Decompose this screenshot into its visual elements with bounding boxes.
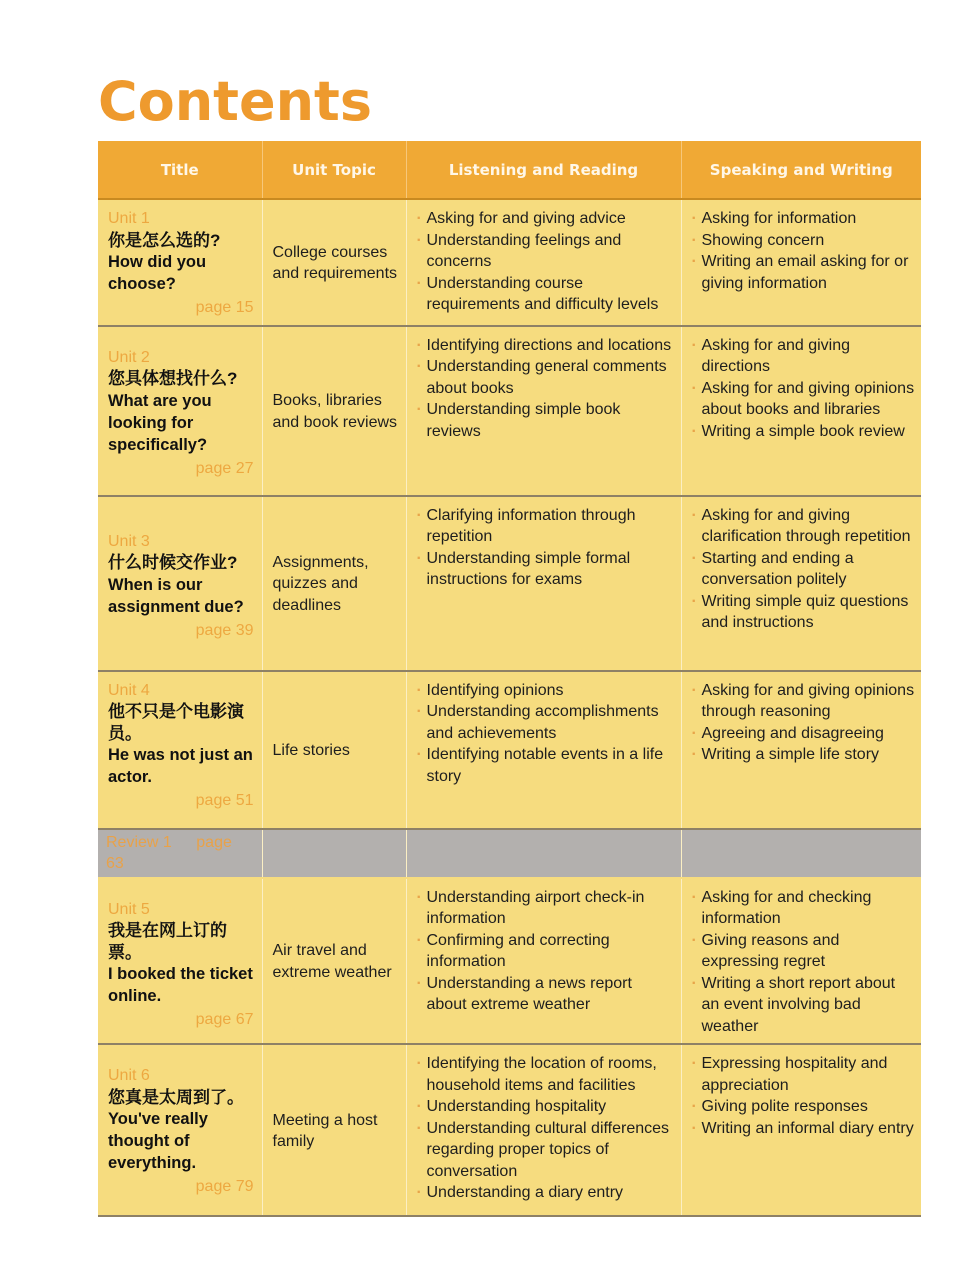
english-title: When is our assignment due? [108, 575, 244, 616]
list-item: · Asking for and giving directions [692, 335, 916, 378]
english-title: He was not just an actor. [108, 746, 253, 786]
list-item: · Understanding a news report about extreme weather [417, 973, 675, 1016]
list-item: · Understanding hospitality [417, 1096, 675, 1118]
list-item: · Understanding cultural differences regarding proper topics of conversation [417, 1118, 675, 1183]
list-item: · Identifying opinions [417, 680, 675, 702]
speaking-cell [681, 1044, 921, 1216]
list-item: · Asking for and giving advice [417, 208, 675, 230]
unit-topic: Air travel and extreme weather [262, 878, 406, 1045]
speaking-cell [681, 199, 921, 326]
list-item: · Asking for and giving opinions through reasoning [692, 680, 916, 723]
unit-row[interactable] [98, 878, 921, 1045]
unit-label: Unit 2 [108, 348, 150, 366]
list-item: · Asking for and checking information [692, 887, 916, 930]
title-cell [98, 878, 262, 1045]
review-label: Review 1 [106, 833, 172, 851]
unit-row[interactable] [98, 199, 921, 326]
review-page-link[interactable]: page 63 [106, 833, 232, 872]
unit-topic: Assignments, quizzes and deadlines [262, 496, 406, 671]
unit-label: Unit 3 [108, 532, 150, 550]
list-item: · Identifying notable events in a life story [417, 744, 675, 787]
list-item: · Understanding accomplishments and achievements [417, 701, 675, 744]
review-empty-cell [681, 829, 921, 878]
speaking-cell [681, 326, 921, 496]
list-item: · Identifying directions and locations [417, 335, 675, 357]
page-link[interactable]: page 39 [195, 621, 254, 639]
list-item: · Showing concern [692, 230, 916, 252]
unit-topic: Life stories [262, 671, 406, 829]
unit-topic: College courses and requirements [262, 199, 406, 326]
title-cell [98, 671, 262, 829]
list-item: · Understanding course requirements and difficulty levels [417, 273, 675, 316]
list-item: · Understanding a diary entry [417, 1182, 675, 1204]
listening-cell [406, 1044, 681, 1216]
unit-row[interactable] [98, 1044, 921, 1216]
english-title: What are you looking for specifically? [108, 391, 212, 454]
page-link[interactable]: page 27 [195, 459, 254, 477]
list-item: · Asking for information [692, 208, 916, 230]
list-item: · Writing an email asking for or giving information [692, 251, 916, 294]
unit-label: Unit 6 [108, 1067, 150, 1084]
chinese-title: 您真是太周到了。 [108, 1087, 244, 1107]
title-cell [98, 496, 262, 671]
header-listening-reading: Listening and Reading [406, 141, 681, 199]
list-item: · Understanding general comments about books [417, 356, 675, 399]
list-item: · Agreeing and disagreeing [692, 723, 916, 745]
speaking-cell [681, 878, 921, 1045]
speaking-cell [681, 496, 921, 671]
list-item: · Starting and ending a conversation politely [692, 548, 916, 591]
unit-row[interactable] [98, 496, 921, 671]
list-item: · Expressing hospitality and appreciation [692, 1053, 916, 1096]
listening-cell [406, 199, 681, 326]
listening-cell [406, 878, 681, 1045]
page-link[interactable]: page 51 [195, 792, 254, 809]
list-item: · Writing a simple life story [692, 744, 916, 766]
list-item: · Clarifying information through repetition [417, 505, 675, 548]
unit-label: Unit 4 [108, 681, 150, 699]
page-link[interactable]: page 15 [195, 299, 254, 316]
page-link[interactable]: page 67 [195, 1011, 254, 1028]
unit-label: Unit 1 [108, 210, 150, 227]
english-title: How did you choose? [108, 253, 207, 293]
header-speaking-writing: Speaking and Writing [681, 141, 921, 199]
list-item: · Writing an informal diary entry [692, 1118, 916, 1140]
unit-label: Unit 5 [108, 900, 150, 918]
header-row [98, 141, 921, 199]
listening-cell [406, 671, 681, 829]
title-cell [98, 1044, 262, 1216]
listening-cell [406, 496, 681, 671]
page-title: Contents [98, 70, 373, 133]
list-item: · Understanding airport check-in information [417, 887, 675, 930]
list-item: · Understanding simple book reviews [417, 399, 675, 442]
chinese-title: 你是怎么选的? [108, 230, 221, 250]
chinese-title: 您具体想找什么? [108, 369, 238, 388]
review-cell [98, 829, 262, 878]
review-row[interactable] [98, 829, 921, 878]
review-empty-cell [262, 829, 406, 878]
english-title: I booked the ticket online. [108, 965, 253, 1005]
page-link[interactable]: page 79 [195, 1178, 254, 1195]
list-item: · Giving reasons and expressing regret [692, 930, 916, 973]
unit-row[interactable] [98, 326, 921, 496]
title-cell [98, 326, 262, 496]
chinese-title: 什么时候交作业? [108, 553, 238, 572]
review-empty-cell [406, 829, 681, 878]
list-item: · Asking for and giving opinions about books and libraries [692, 378, 916, 421]
header-unit-topic: Unit Topic [262, 141, 406, 199]
list-item: · Writing a short report about an event involving bad weather [692, 973, 916, 1038]
list-item: · Understanding simple formal instructions for exams [417, 548, 675, 591]
unit-topic: Meeting a host family [262, 1044, 406, 1216]
title-cell [98, 199, 262, 326]
chinese-title: 他不只是个电影演员。 [108, 702, 244, 743]
contents-table [98, 141, 921, 1217]
list-item: · Writing a simple book review [692, 421, 916, 443]
listening-cell [406, 326, 681, 496]
chinese-title: 我是在网上订的票。 [108, 921, 227, 962]
english-title: You've really thought of everything. [108, 1110, 208, 1172]
list-item: · Understanding feelings and concerns [417, 230, 675, 273]
list-item: · Giving polite responses [692, 1096, 916, 1118]
list-item: · Writing simple quiz questions and instructions [692, 591, 916, 634]
speaking-cell [681, 671, 921, 829]
unit-topic: Books, libraries and book reviews [262, 326, 406, 496]
unit-row[interactable] [98, 671, 921, 829]
list-item: · Asking for and giving clarification through repetition [692, 505, 916, 548]
list-item: · Identifying the location of rooms, household items and facilities [417, 1053, 675, 1096]
header-title: Title [98, 141, 262, 199]
list-item: · Confirming and correcting information [417, 930, 675, 973]
